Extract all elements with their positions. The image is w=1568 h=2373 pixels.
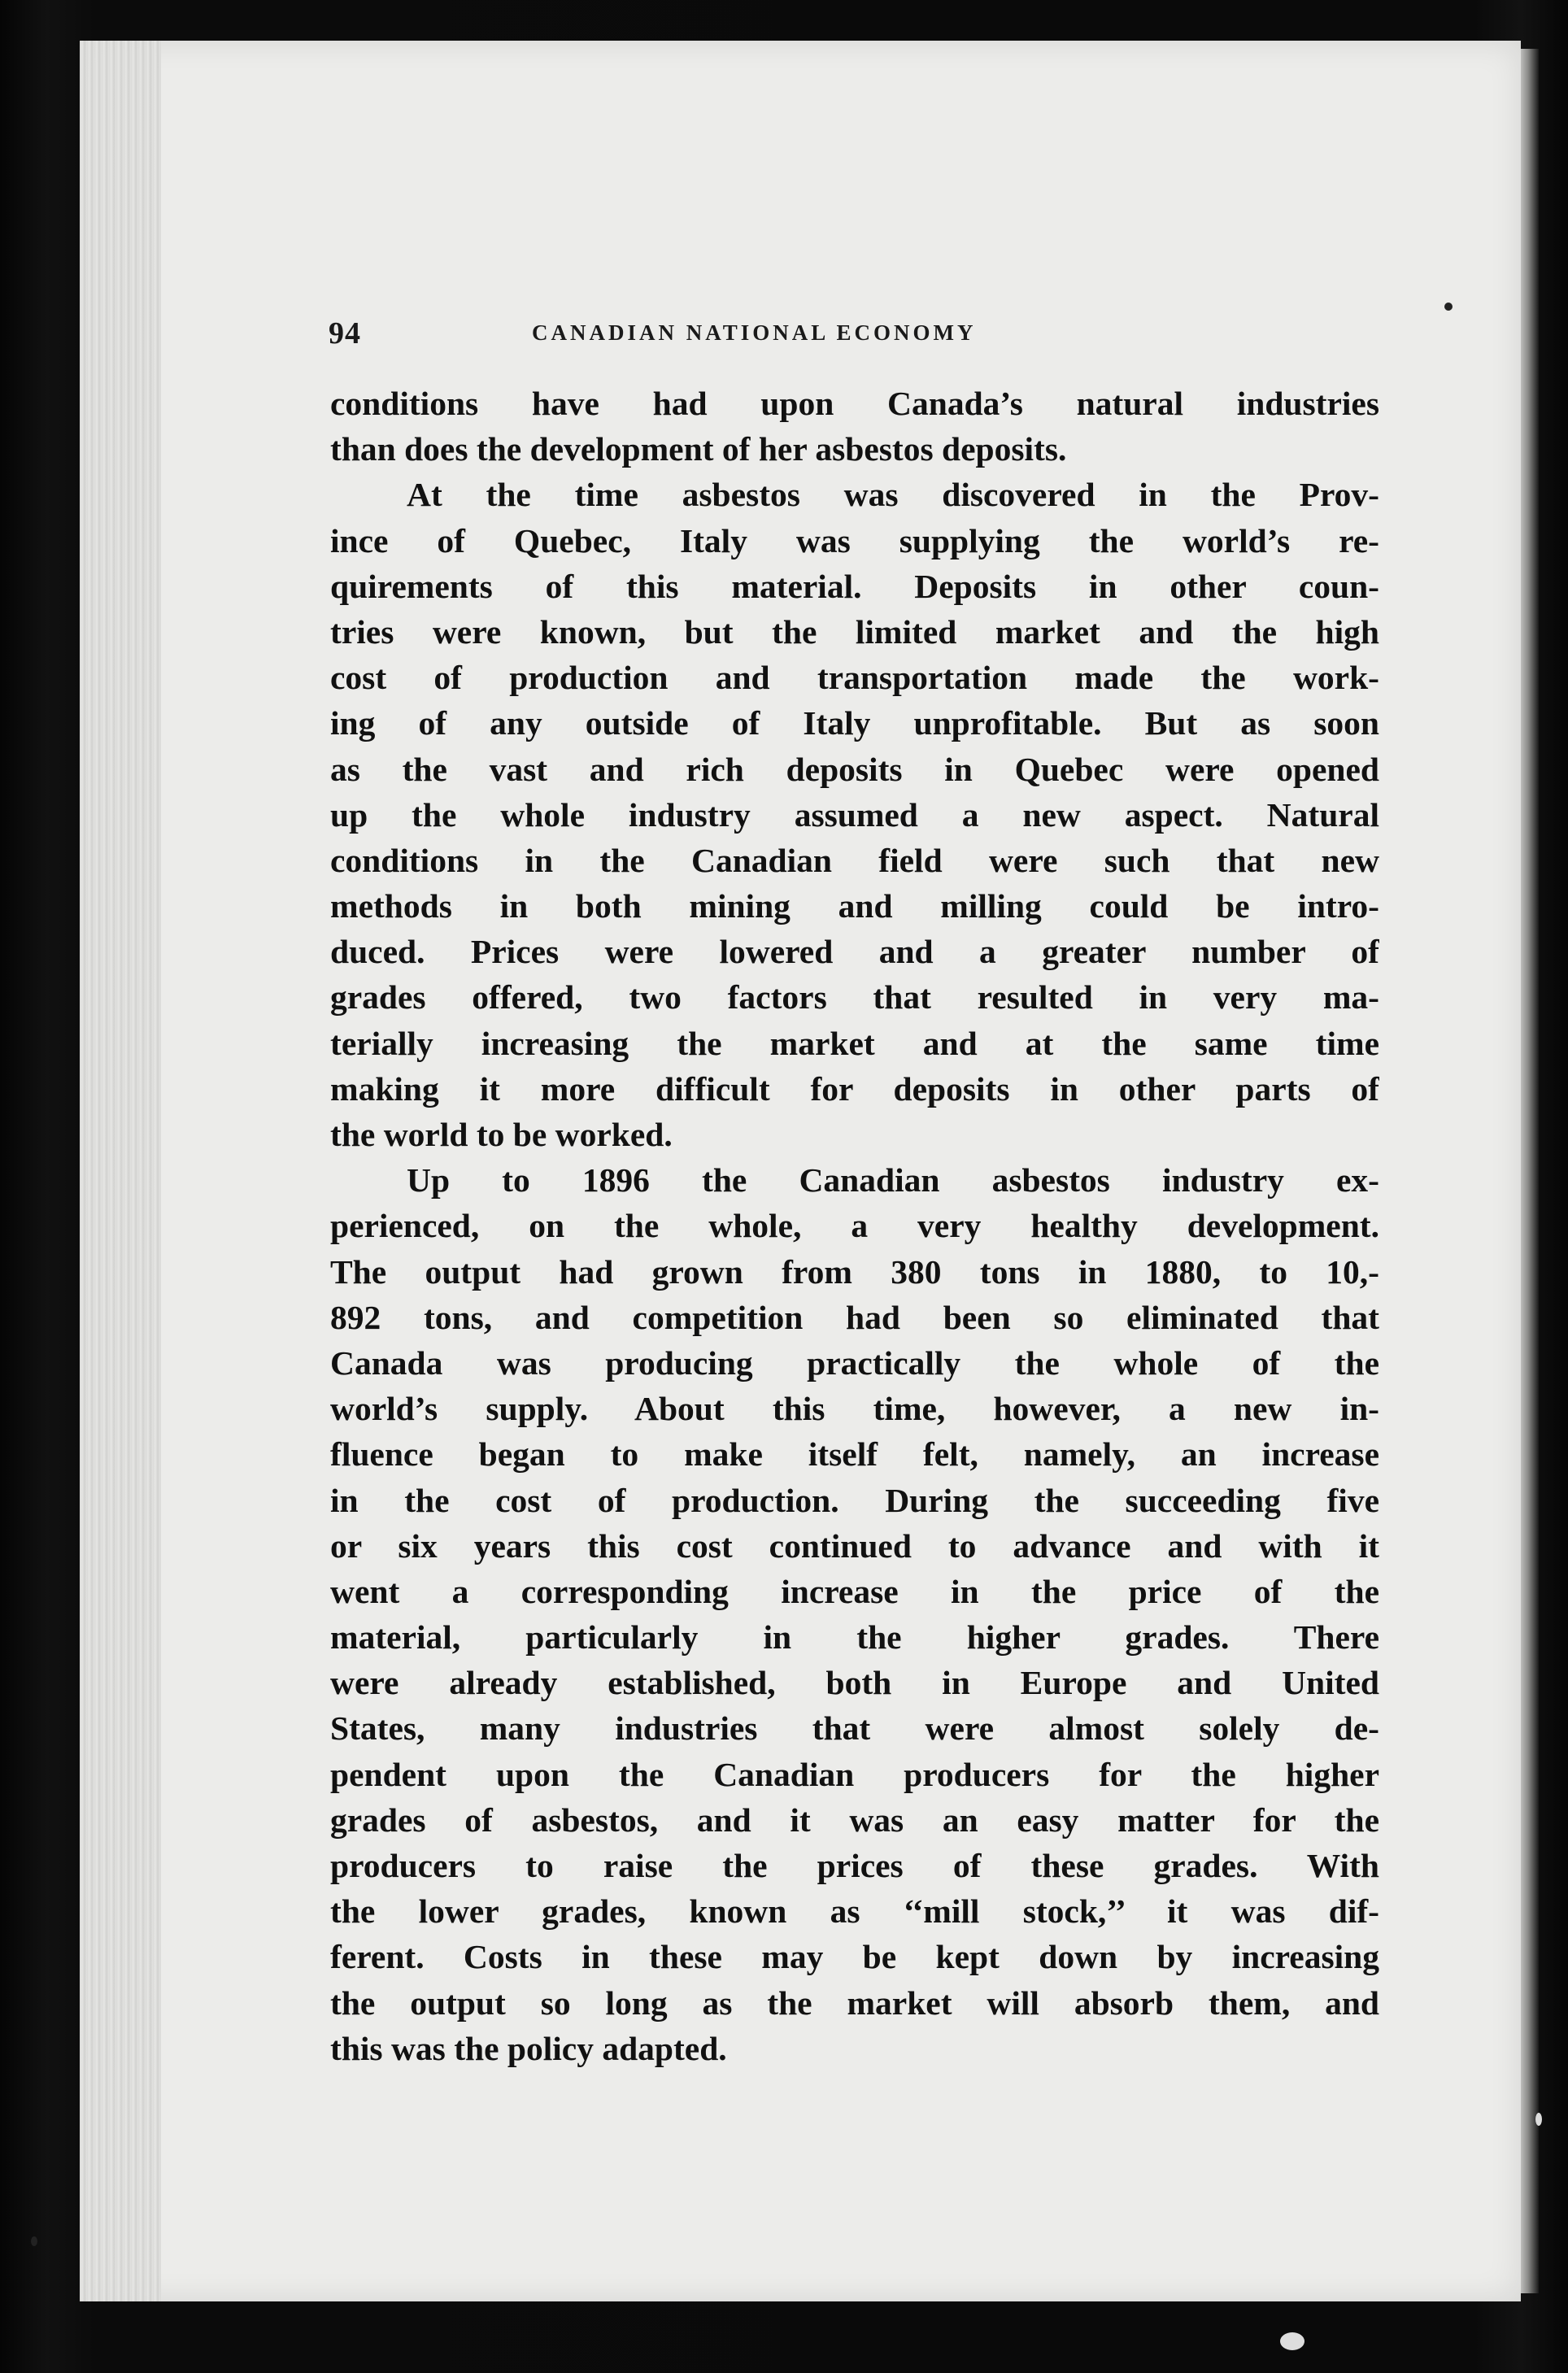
text-line: up the whole industry assumed a new aspect. Natural: [330, 795, 1379, 834]
text-line: Up to 1896 the Canadian asbestos industry ex-: [407, 1161, 1379, 1200]
text-line: in the cost of production. During the succeeding five: [330, 1481, 1379, 1519]
scan-speck: [31, 2236, 37, 2246]
text-line: as the vast and rich deposits in Quebec were opened: [330, 750, 1379, 788]
body-text: [330, 381, 1379, 2071]
text-line: ferent. Costs in these may be kept down by increasing: [330, 1938, 1379, 1976]
text-line: ing of any outside of Italy unprofitable. But as soon: [330, 704, 1379, 742]
scan-speck: [1535, 2113, 1542, 2126]
text-line: cost of production and transportation made the work-: [330, 659, 1379, 697]
text-line: tries were known, but the limited market and the high: [330, 612, 1379, 651]
text-line: the output so long as the market will absorb them, and: [330, 1983, 1379, 2022]
text-line: the lower grades, known as ‘‘mill stock,’’ it was dif-: [330, 1892, 1379, 1931]
running-title: CANADIAN NATIONAL ECONOMY: [532, 320, 977, 345]
text-line: than does the development of her asbestos deposits.: [330, 430, 1067, 468]
scan-speck: [1444, 303, 1453, 311]
text-line: or six years this cost continued to advance and with it: [330, 1526, 1379, 1565]
text-line: At the time asbestos was discovered in the Prov-: [407, 476, 1379, 514]
text-line: conditions have had upon Canada’s natural industries: [330, 385, 1379, 422]
page-edge: [1521, 49, 1539, 2293]
text-line: producers to raise the prices of these grades. With: [330, 1847, 1379, 1884]
text-line: grades offered, two factors that resulted in very ma-: [330, 978, 1379, 1017]
text-line: conditions in the Canadian field were such that new: [330, 841, 1379, 879]
text-line: this was the policy adapted.: [330, 2029, 727, 2067]
text-line: terially increasing the market and at the same time: [330, 1024, 1379, 1062]
text-line: grades of asbestos, and it was an easy matter for the: [330, 1800, 1379, 1839]
text-line: duced. Prices were lowered and a greater number of: [330, 933, 1379, 971]
text-line: The output had grown from 380 tons in 1880, to 10,-: [330, 1252, 1379, 1291]
text-line: States, many industries that were almost solely de-: [330, 1709, 1379, 1748]
text-line: ince of Quebec, Italy was supplying the world’s re-: [330, 521, 1379, 560]
text-line: 892 tons, and competition had been so eliminated that: [330, 1298, 1379, 1336]
text-line: world’s supply. About this time, however, a new in-: [330, 1390, 1379, 1428]
running-head: [329, 317, 1378, 350]
text-line: the world to be worked.: [330, 1116, 673, 1153]
text-line: quirements of this material. Deposits in other coun-: [330, 567, 1379, 605]
scan-speck: [1280, 2332, 1304, 2350]
text-line: methods in both mining and milling could be intro-: [330, 887, 1379, 925]
text-line: perienced, on the whole, a very healthy development.: [330, 1207, 1379, 1245]
text-line: went a corresponding increase in the price of the: [330, 1572, 1379, 1610]
text-line: making it more difficult for deposits in other parts of: [330, 1069, 1379, 1108]
text-line: fluence began to make itself felt, namely, an increase: [330, 1435, 1379, 1474]
page-gutter: [80, 41, 161, 2301]
text-line: Canada was producing practically the whole of the: [330, 1343, 1379, 1382]
page-number: 94: [329, 316, 361, 351]
text-line: pendent upon the Canadian producers for the higher: [330, 1755, 1379, 1793]
text-line: material, particularly in the higher grades. There: [330, 1618, 1379, 1657]
text-line: were already established, both in Europe and United: [330, 1664, 1379, 1702]
